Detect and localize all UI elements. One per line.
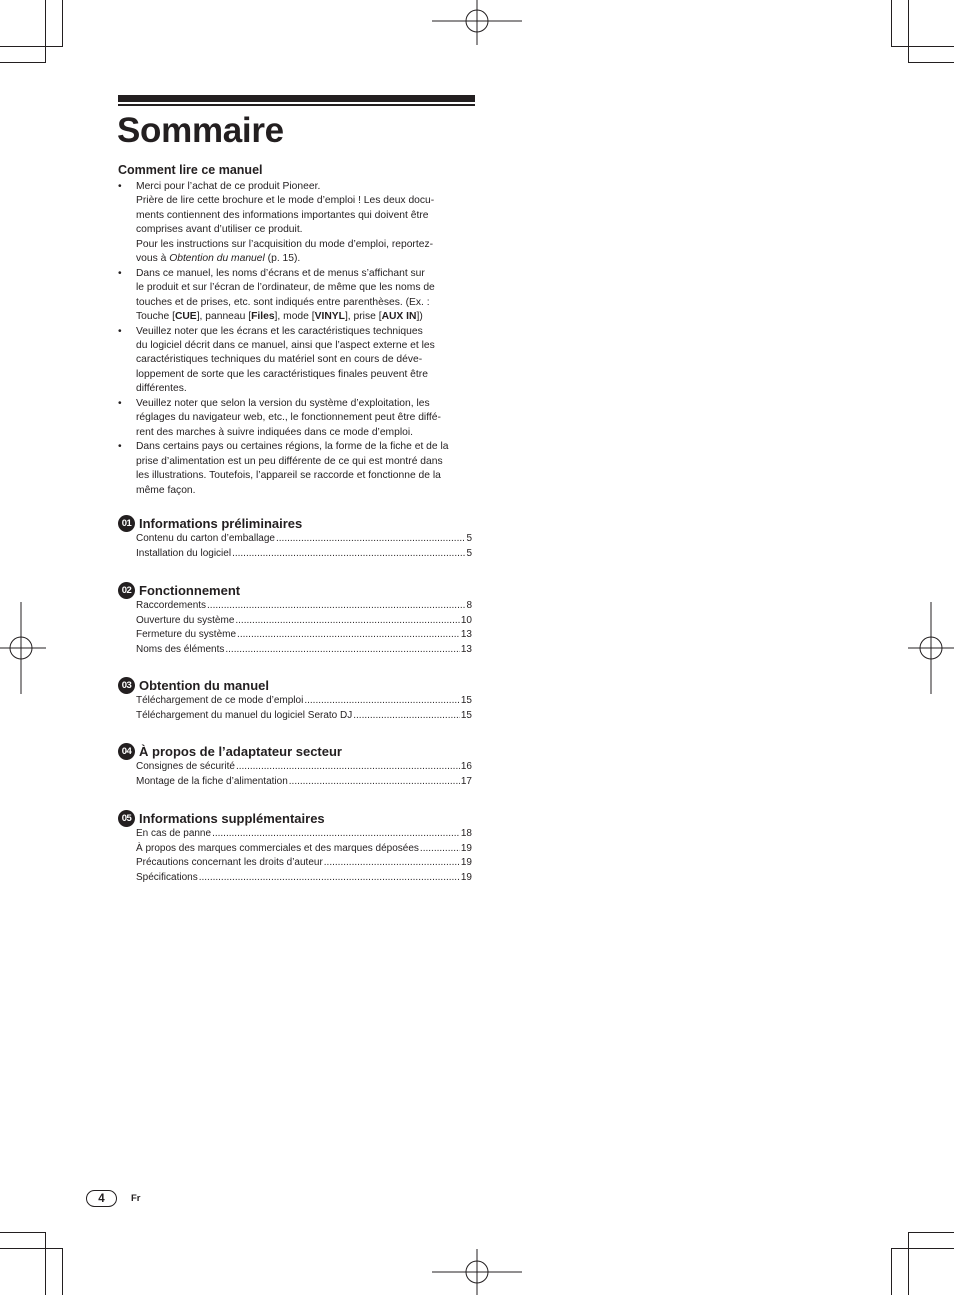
bullet-icon: • <box>118 397 122 409</box>
toc-chapter-04 <box>118 742 474 789</box>
toc-entry[interactable] <box>136 628 472 643</box>
bullet-icon: • <box>118 441 122 453</box>
crop-mark <box>0 1248 63 1249</box>
registration-mark-bottom <box>432 1249 524 1295</box>
page-number-badge: 4 <box>86 1190 117 1207</box>
intro-bullet-list <box>118 180 474 498</box>
toc-entry[interactable] <box>136 760 472 775</box>
toc-entry[interactable] <box>136 614 472 629</box>
crop-mark <box>891 0 892 47</box>
toc-entry-label: Téléchargement du manuel du logiciel Serato DJ <box>136 709 353 721</box>
toc-chapter-01 <box>118 514 474 561</box>
crop-mark <box>62 0 63 47</box>
toc-entry[interactable] <box>136 871 472 886</box>
list-item <box>118 397 474 440</box>
list-item <box>118 267 474 325</box>
toc-entry[interactable] <box>136 643 472 658</box>
crop-mark <box>45 1232 46 1295</box>
toc-entry-page: 5 <box>466 547 472 559</box>
toc-entry-label: Téléchargement de ce mode d’emploi <box>136 695 304 706</box>
toc-entry-label: Consignes de sécurité <box>136 761 235 772</box>
toc-entry-label: Précautions concernant les droits d’auteur <box>136 857 323 868</box>
toc-entry-label: Fermeture du système <box>136 629 237 640</box>
text-line: Veuillez noter que selon la version du système d’exploitation, les <box>136 397 430 409</box>
text-line: le produit et sur l’écran de l’ordinateur, de même que les noms de <box>136 282 435 294</box>
toc-entry-page: 18 <box>460 828 472 839</box>
crop-mark <box>0 46 63 47</box>
text-line: Dans ce manuel, les noms d’écrans et de menus s’affichant sur <box>136 267 425 279</box>
intro-section <box>118 162 474 498</box>
text-line: même façon. <box>136 484 196 496</box>
crop-mark <box>0 62 46 63</box>
dot-leader <box>324 856 460 871</box>
toc-chapter-05 <box>118 809 474 885</box>
toc-entry-label: Contenu du carton d’emballage <box>136 533 275 544</box>
chapter-heading <box>118 809 474 827</box>
dot-leader <box>304 694 460 709</box>
toc-entry-page: 8 <box>466 600 472 611</box>
text-line: caractéristiques techniques du matériel sont en cours de déve- <box>136 354 423 366</box>
toc-entry-page: 17 <box>460 775 472 787</box>
text-line: comprises avant d’utiliser ce produit. <box>136 224 303 236</box>
dot-leader <box>289 775 460 790</box>
manual-reference: Obtention du manuel <box>169 253 265 265</box>
bullet-icon: • <box>118 181 122 192</box>
chapter-heading <box>118 676 474 694</box>
registration-mark-left <box>0 602 46 694</box>
text-fragment: (p. 15). <box>264 253 301 265</box>
chapter-title[interactable]: Obtention du manuel <box>139 677 269 693</box>
toc-chapter-02 <box>118 581 474 657</box>
dot-leader <box>237 628 460 643</box>
title-rule <box>118 95 475 102</box>
chapter-number-badge: 02 <box>118 582 135 599</box>
text-line: du logiciel décrit dans ce manuel, ainsi que l’aspect externe et les <box>136 339 435 351</box>
language-code: Fr <box>131 1193 141 1204</box>
crop-mark <box>908 1232 909 1295</box>
title-rule <box>118 104 475 106</box>
toc-entry[interactable] <box>136 694 472 709</box>
crop-mark <box>908 1232 954 1233</box>
text-line: les illustrations. Toutefois, l’appareil se raccorde et fonctionne de la <box>136 470 441 482</box>
bullet-icon: • <box>118 325 122 337</box>
list-item <box>118 440 474 498</box>
toc-entry-page: 19 <box>460 857 472 868</box>
dot-leader <box>232 547 465 562</box>
key-label: VINYL <box>314 311 345 323</box>
dot-leader <box>199 871 460 886</box>
chapter-heading <box>118 742 474 760</box>
text-fragment: ]) <box>416 311 423 323</box>
toc-entry[interactable] <box>136 775 472 790</box>
crop-mark <box>62 1248 63 1295</box>
text-line: loppement de sorte que les caractéristiques finales peuvent être <box>136 368 428 380</box>
intro-heading: Comment lire ce manuel <box>118 163 263 177</box>
toc-entry-page: 13 <box>460 643 472 655</box>
key-label: CUE <box>174 311 197 323</box>
registration-mark-top <box>432 0 524 46</box>
crop-mark <box>891 1248 892 1295</box>
crop-mark <box>0 1232 46 1233</box>
toc-chapter-03 <box>118 676 474 723</box>
text-fragment: vous à <box>136 253 170 265</box>
text-line: Prière de lire cette brochure et le mode d’emploi ! Les deux docu- <box>136 195 435 207</box>
key-label: AUX IN <box>381 311 417 323</box>
toc-entry[interactable] <box>136 709 472 724</box>
toc-entry-label: Montage de la fiche d’alimentation <box>136 775 288 787</box>
toc-entry-page: 19 <box>460 871 472 883</box>
text-fragment: ], prise [ <box>344 311 382 323</box>
toc-entry-label: Installation du logiciel <box>136 547 232 559</box>
dot-leader <box>353 709 460 724</box>
dot-leader <box>420 842 460 857</box>
toc-entry[interactable] <box>136 547 472 562</box>
text-line <box>136 252 474 266</box>
chapter-number-badge: 04 <box>118 743 135 760</box>
crop-mark <box>45 0 46 63</box>
text-line: Merci pour l’achat de ce produit Pioneer. <box>136 181 321 192</box>
toc-entry-label: Raccordements <box>136 600 207 611</box>
toc-entry[interactable] <box>136 532 472 547</box>
dot-leader <box>235 614 460 629</box>
chapter-number-badge: 01 <box>118 515 135 532</box>
crop-mark <box>891 1248 954 1249</box>
list-item <box>118 180 474 267</box>
registration-mark-right <box>908 602 954 694</box>
chapter-number-badge: 05 <box>118 810 135 827</box>
chapter-heading <box>118 514 474 532</box>
chapter-title[interactable]: Fonctionnement <box>139 582 241 598</box>
text-fragment: ], panneau [ <box>196 311 252 323</box>
text-line: Veuillez noter que les écrans et les caractéristiques techniques <box>136 325 423 337</box>
text-line: prise d’alimentation est un peu différente de ce qui est montré dans <box>136 455 443 467</box>
crop-mark <box>891 46 954 47</box>
toc-entry-label: Noms des éléments <box>136 643 225 655</box>
dot-leader <box>276 532 465 547</box>
dot-leader <box>225 643 460 658</box>
crop-mark <box>908 62 954 63</box>
text-line: Dans certains pays ou certaines régions, la forme de la fiche et de la <box>136 441 449 453</box>
toc-entry-page: 15 <box>460 695 472 706</box>
dot-leader <box>207 599 465 614</box>
text-line <box>136 310 474 324</box>
toc-entry[interactable] <box>136 827 472 842</box>
key-label: Files <box>251 311 275 323</box>
toc-entry[interactable] <box>136 856 472 871</box>
toc-entry-page: 19 <box>460 842 472 854</box>
chapter-title[interactable]: À propos de l’adaptateur secteur <box>139 743 342 759</box>
text-line: touches et de prises, etc. sont indiqués entre parenthèses. (Ex. : <box>136 296 430 308</box>
chapter-title[interactable]: Informations supplémentaires <box>139 810 325 826</box>
toc-entry[interactable] <box>136 599 472 614</box>
text-line: différentes. <box>136 383 187 395</box>
toc-entry-page: 15 <box>460 709 472 721</box>
text-line: ments contiennent des informations importantes qui doivent être <box>136 209 429 221</box>
dot-leader <box>212 827 460 842</box>
page-title: Sommaire <box>117 111 284 150</box>
chapter-number-badge: 03 <box>118 677 135 694</box>
text-line: rent des marches à suivre indiquées dans ce mode d’emploi. <box>136 426 414 438</box>
text-fragment: Touche [ <box>136 311 175 323</box>
toc-entry-label: En cas de panne <box>136 828 212 839</box>
toc-entry-page: 13 <box>460 629 472 640</box>
chapter-title[interactable]: Informations préliminaires <box>139 515 303 531</box>
bullet-icon: • <box>118 267 122 279</box>
crop-mark <box>908 0 909 63</box>
text-fragment: ], mode [ <box>274 311 315 323</box>
chapter-heading <box>118 581 474 599</box>
text-line: Pour les instructions sur l’acquisition du mode d’emploi, reportez- <box>136 238 434 250</box>
toc-entry-label: Spécifications <box>136 871 198 883</box>
toc-entry-page: 5 <box>466 533 472 544</box>
toc-entry-label: Ouverture du système <box>136 614 235 626</box>
list-item <box>118 325 474 397</box>
dot-leader <box>236 760 460 775</box>
toc-entry-page: 16 <box>460 761 472 772</box>
toc-entry-label: À propos des marques commerciales et des marques déposées <box>136 842 419 854</box>
toc-entry[interactable] <box>136 842 472 857</box>
text-line: réglages du navigateur web, etc., le fonctionnement peut être diffé- <box>136 412 441 424</box>
toc-entry-page: 10 <box>460 614 472 626</box>
